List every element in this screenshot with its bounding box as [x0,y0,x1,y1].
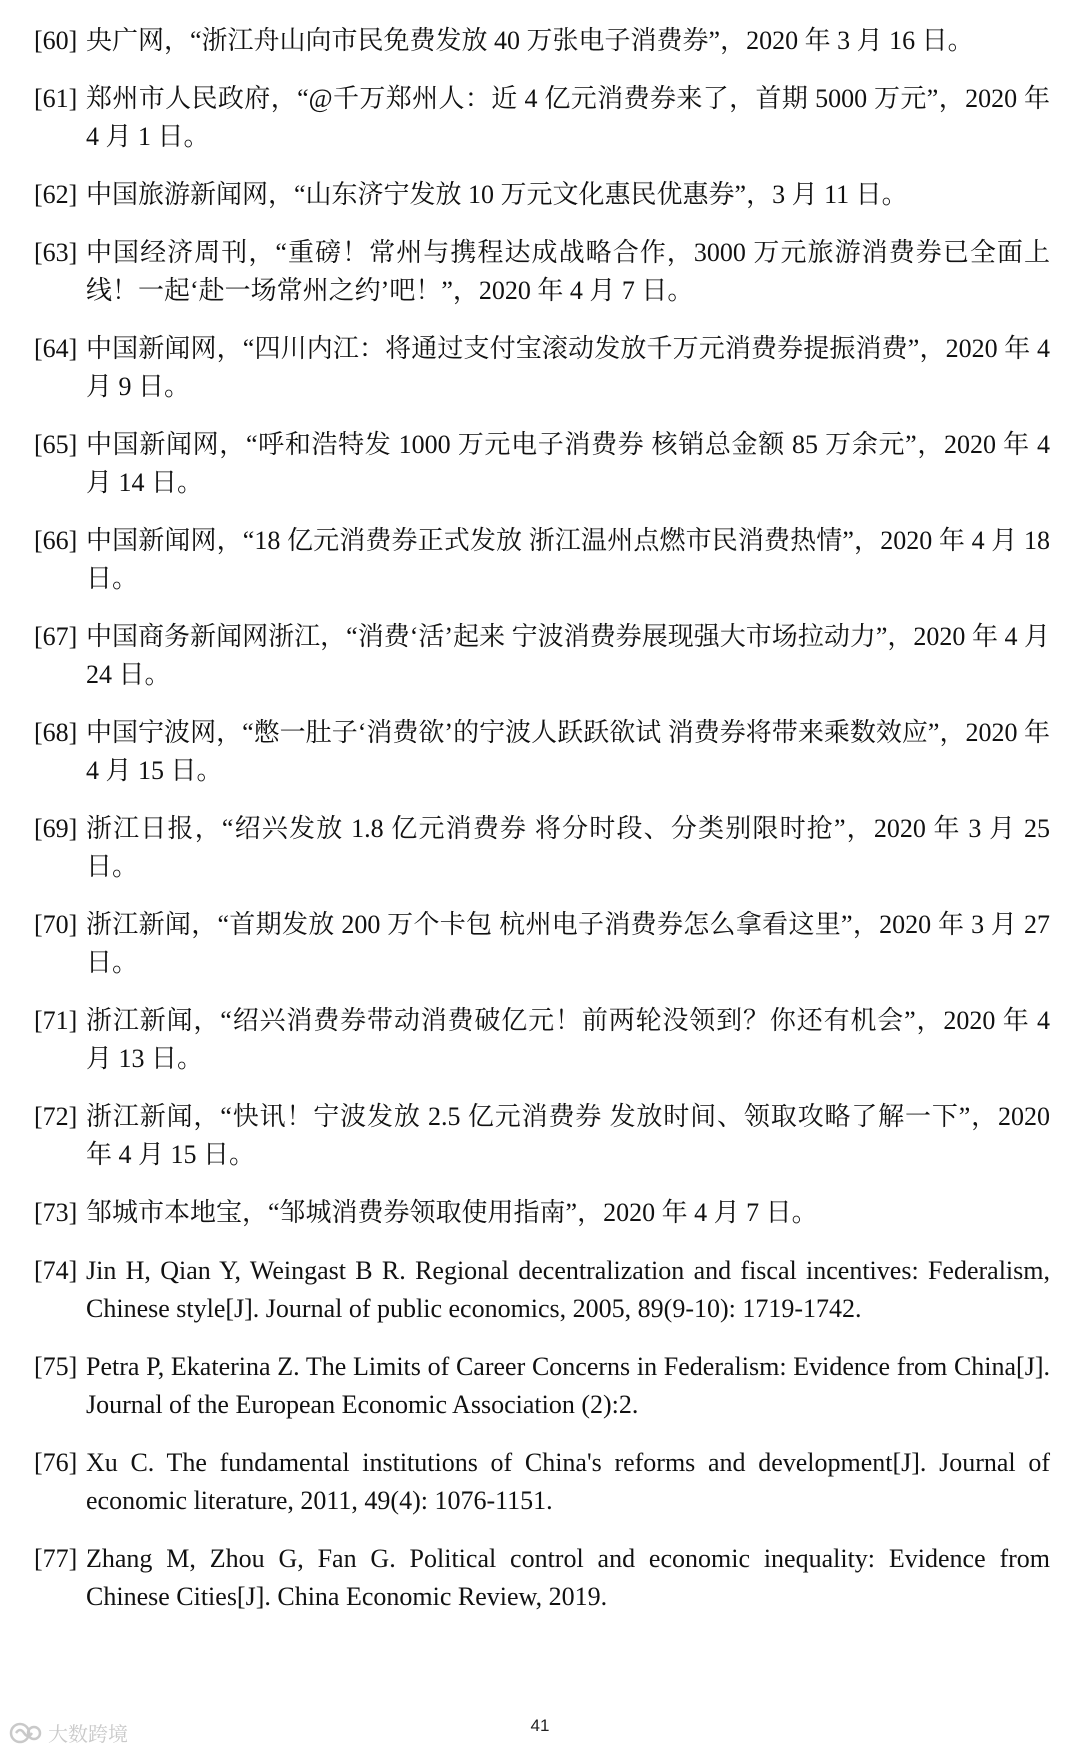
reference-number: [71] [34,1006,78,1035]
watermark-text: 大数跨境 [48,1722,128,1746]
reference-item [34,906,1050,982]
reference-text: Xu C. The fundamental institutions of China's reforms and development[J]. Journal of economic literature, 2011, 49(4): 1076-1151. [86,1448,1050,1515]
reference-item [34,1002,1050,1078]
reference-number: [62] [34,180,78,209]
reference-number: [75] [34,1352,78,1381]
reference-text: 中国新闻网，“呼和浩特发 1000 万元电子消费券 核销总金额 85 万余元”，2020 年 4 月 14 日。 [86,430,1050,497]
reference-text: 中国经济周刊，“重磅！常州与携程达成战略合作，3000 万元旅游消费券已全面上线！一起‘赴一场常州之约’吧！”，2020 年 4 月 7 日。 [86,238,1050,305]
reference-item [34,234,1050,310]
reference-number: [66] [34,526,78,555]
reference-number: [74] [34,1256,78,1285]
reference-text: 中国宁波网，“憋一肚子‘消费欲’的宁波人跃跃欲试 消费券将带来乘数效应”，2020 年 4 月 15 日。 [86,718,1050,785]
reference-item [34,714,1050,790]
reference-item [34,426,1050,502]
reference-text: 郑州市人民政府，“@千万郑州人：近 4 亿元消费券来了，首期 5000 万元”，2020 年 4 月 1 日。 [86,84,1050,151]
reference-number: [76] [34,1448,78,1477]
reference-list [34,22,1050,1636]
reference-number: [77] [34,1544,78,1573]
reference-text: 中国商务新闻网浙江，“消费‘活’起来 宁波消费券展现强大市场拉动力”，2020 年 4 月 24 日。 [86,622,1050,689]
reference-number: [65] [34,430,78,459]
reference-text: Petra P, Ekaterina Z. The Limits of Career Concerns in Federalism: Evidence from China[J]. Journal of the European Economic Association (2):2. [86,1352,1050,1419]
reference-text: 央广网，“浙江舟山向市民免费发放 40 万张电子消费券”，2020 年 3 月 16 日。 [86,26,974,55]
reference-number: [61] [34,84,78,113]
reference-item [34,1252,1050,1328]
reference-number: [68] [34,718,78,747]
reference-item [34,80,1050,156]
reference-number: [60] [34,26,78,55]
reference-text: Zhang M, Zhou G, Fan G. Political control and economic inequality: Evidence from Chinese Cities[J]. China Economic Review, 2019. [86,1544,1050,1611]
reference-item [34,1444,1050,1520]
reference-number: [67] [34,622,78,651]
reference-text: 邹城市本地宝，“邹城消费券领取使用指南”，2020 年 4 月 7 日。 [86,1198,818,1227]
reference-text: 浙江日报，“绍兴发放 1.8 亿元消费券 将分时段、分类别限时抢”，2020 年 3 月 25 日。 [86,814,1050,881]
reference-text: 浙江新闻，“绍兴消费券带动消费破亿元！前两轮没领到？你还有机会”，2020 年 4 月 13 日。 [86,1006,1050,1073]
reference-text: 浙江新闻，“快讯！宁波发放 2.5 亿元消费券 发放时间、领取攻略了解一下”，2020 年 4 月 15 日。 [86,1102,1050,1169]
reference-item [34,176,1050,214]
reference-text: Jin H, Qian Y, Weingast B R. Regional decentralization and fiscal incentives: Federalism, Chinese style[J]. Journal of public economics, 2005, 89(9-10): 1719-1742. [86,1256,1050,1323]
reference-number: [69] [34,814,78,843]
reference-number: [70] [34,910,78,939]
reference-item [34,1194,1050,1232]
reference-number: [73] [34,1198,78,1227]
reference-text: 中国新闻网，“18 亿元消费券正式发放 浙江温州点燃市民消费热情”，2020 年 4 月 18 日。 [86,526,1050,593]
reference-item [34,22,1050,60]
reference-item [34,810,1050,886]
reference-item [34,1540,1050,1616]
reference-number: [72] [34,1102,78,1131]
reference-item [34,522,1050,598]
reference-text: 中国旅游新闻网，“山东济宁发放 10 万元文化惠民优惠券”，3 月 11 日。 [86,180,908,209]
reference-item [34,1348,1050,1424]
reference-number: [63] [34,238,78,267]
reference-item [34,1098,1050,1174]
reference-item [34,330,1050,406]
reference-number: [64] [34,334,78,363]
reference-text: 浙江新闻，“首期发放 200 万个卡包 杭州电子消费券怎么拿看这里”，2020 年 3 月 27 日。 [86,910,1050,977]
page-number: 41 [530,1716,550,1735]
reference-item [34,618,1050,694]
reference-text: 中国新闻网，“四川内江：将通过支付宝滚动发放千万元消费券提振消费”，2020 年 4 月 9 日。 [86,334,1050,401]
